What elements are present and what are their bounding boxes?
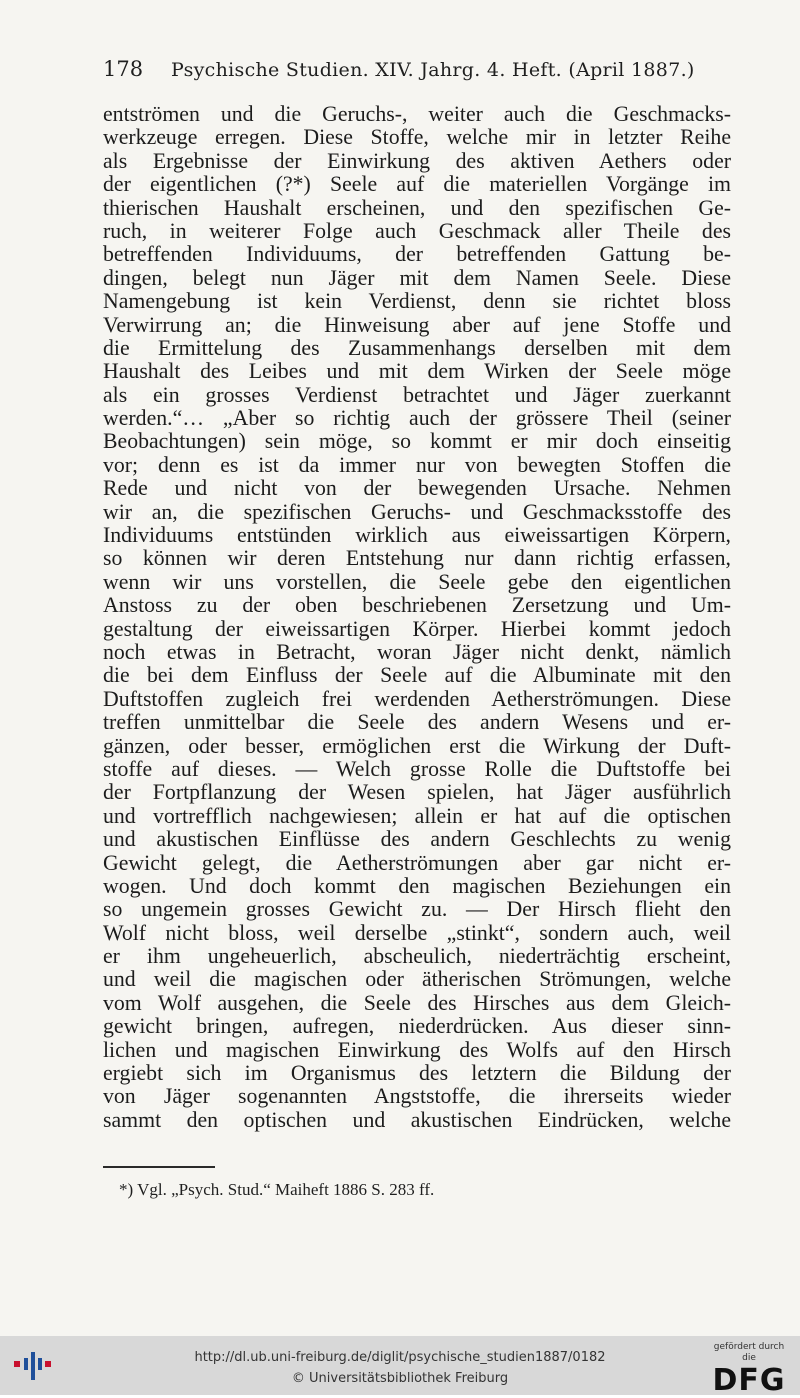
text-line: als Ergebnisse der Einwirkung des aktiven Aethers oder (103, 149, 731, 173)
text-line: als ein grosses Verdienst betrachtet und Jäger zuerkannt (103, 383, 731, 407)
dfg-logo-text: DFG (712, 1363, 786, 1398)
text-line: sammt den optischen und akustischen Eindrücken, welche (103, 1108, 731, 1132)
text-line: noch etwas in Betracht, woran Jäger nicht denkt, nämlich (103, 640, 731, 664)
text-line: Verwirrung an; die Hinweisung aber auf jene Stoffe und (103, 313, 731, 337)
text-line: vor; denn es ist da immer nur von bewegten Stoffen die (103, 453, 731, 477)
text-line: Duftstoffen zugleich frei werdenden Aetherströmungen. Diese (103, 687, 731, 711)
body-text (103, 103, 731, 1132)
text-line: von Jäger sogenannten Angststoffe, die ihrerseits wieder (103, 1085, 731, 1109)
text-line: gestaltung der eiweissartigen Körper. Hierbei kommt jedoch (103, 617, 731, 641)
page-number: 178 (103, 57, 144, 81)
text-line: lichen und magischen Einwirkung des Wolfs auf den Hirsch (103, 1038, 731, 1062)
text-line: gewicht bringen, aufregen, niederdrücken. Aus dieser sinn- (103, 1015, 731, 1039)
text-line: Haushalt des Leibes und mit dem Wirken der Seele möge (103, 360, 731, 384)
footnote: *) Vgl. „Psych. Stud.“ Maiheft 1886 S. 283 ff. (119, 1180, 435, 1199)
permalink-url[interactable]: http://dl.ub.uni-freiburg.de/diglit/psychische_studien1887/0182 (194, 1350, 606, 1365)
running-header (103, 57, 733, 91)
text-line: treffen unmittelbar die Seele des andern Wesens und er- (103, 711, 731, 735)
text-line: ruch, in weiterer Folge auch Geschmack aller Theile des (103, 219, 731, 243)
text-line: werkzeuge erregen. Diese Stoffe, welche mir in letzter Reihe (103, 126, 731, 150)
text-line: der Fortpflanzung der Wesen spielen, hat Jäger ausführlich (103, 781, 731, 805)
text-line: werden.“… „Aber so richtig auch der grössere Theil (seiner (103, 407, 731, 431)
dfg-logo (706, 1342, 792, 1398)
text-line: Namengebung ist kein Verdienst, denn sie richtet bloss (103, 290, 731, 314)
text-line: Wolf nicht bloss, weil derselbe „stinkt“, sondern auch, weil (103, 921, 731, 945)
text-line: Anstoss zu der oben beschriebenen Zersetzung und Um- (103, 594, 731, 618)
text-line: ergiebt sich im Organismus des letztern die Bildung der (103, 1062, 731, 1086)
text-line: dingen, belegt nun Jäger mit dem Namen Seele. Diese (103, 266, 731, 290)
text-line: wir an, die spezifischen Geruchs- und Geschmacksstoffe des (103, 500, 731, 524)
text-line: und vortrefflich nachgewiesen; allein er hat auf die optischen (103, 804, 731, 828)
text-line: Individuums entstünden wirklich aus eiweissartigen Körpern, (103, 524, 731, 548)
text-line: und weil die magischen oder ätherischen Strömungen, welche (103, 968, 731, 992)
footnote-rule (103, 1166, 215, 1168)
text-line: so ungemein grosses Gewicht zu. — Der Hirsch flieht den (103, 898, 731, 922)
text-line: stoffe auf dieses. — Welch grosse Rolle die Duftstoffe bei (103, 757, 731, 781)
text-line: betreffenden Individuums, der betreffenden Gattung be- (103, 243, 731, 267)
text-line: vom Wolf ausgehen, die Seele des Hirsches aus dem Gleich- (103, 991, 731, 1015)
sponsor-caption: gefördert durch die (713, 1342, 785, 1363)
text-line: thierischen Haushalt erscheinen, und den spezifischen Ge- (103, 196, 731, 220)
text-line: entströmen und die Geruchs-, weiter auch die Geschmacks- (103, 103, 731, 126)
text-line: die bei dem Einfluss der Seele auf die Albuminate mit den (103, 664, 731, 688)
text-line: Gewicht gelegt, die Aetherströmungen aber gar nicht er- (103, 851, 731, 875)
viewer-footer (0, 1336, 800, 1398)
text-line: so können wir deren Entstehung nur dann richtig erfassen, (103, 547, 731, 571)
text-line: wogen. Und doch kommt den magischen Beziehungen ein (103, 874, 731, 898)
running-title: Psychische Studien. XIV. Jahrg. 4. Heft. (April 1887.) (171, 59, 695, 81)
text-line: gänzen, oder besser, ermöglichen erst die Wirkung der Duft- (103, 734, 731, 758)
text-line: Rede und nicht von der bewegenden Ursache. Nehmen (103, 477, 731, 501)
text-line: Beobachtungen) sein möge, so kommt er mir doch einseitig (103, 430, 731, 454)
text-line: er ihm ungeheuerlich, abscheulich, niederträchtig erscheint, (103, 945, 731, 969)
text-line: wenn wir uns vorstellen, die Seele gebe den eigentlichen (103, 570, 731, 594)
text-line: der eigentlichen (?*) Seele auf die materiellen Vorgänge im (103, 173, 731, 197)
text-line: die Ermittelung des Zusammenhangs derselben mit dem (103, 336, 731, 360)
text-line: und akustischen Einflüsse des andern Geschlechts zu wenig (103, 828, 731, 852)
copyright-notice: © Universitätsbibliothek Freiburg (291, 1371, 509, 1386)
